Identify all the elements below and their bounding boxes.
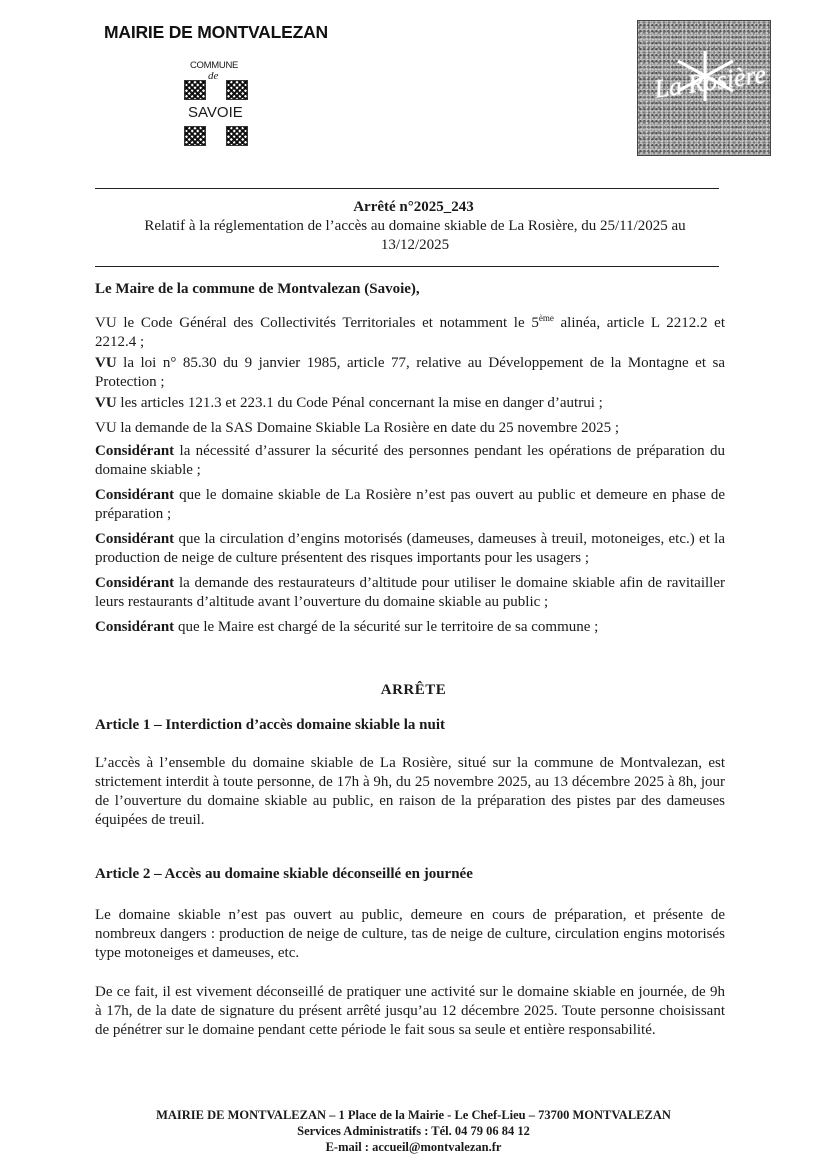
- article1-heading: Article 1 – Interdiction d’accès domaine skiable la nuit: [95, 717, 445, 733]
- considerant-paragraph: [95, 486, 725, 524]
- vu-paragraph: [95, 354, 725, 392]
- considerant-text: que la circulation d’engins motorisés (dameuses, dameuses à treuil, motoneiges, etc.) et la production de neige de culture présentent des risques importants pour les usagers ;: [95, 531, 725, 566]
- vu-block: [95, 314, 725, 637]
- considerant-lead: Considérant: [95, 619, 175, 635]
- crest-square-icon: [226, 126, 248, 146]
- considerant-paragraph: [95, 530, 725, 568]
- considerant-lead: Considérant: [95, 575, 175, 591]
- article2-paragraph-2: De ce fait, il est vivement déconseillé de pratiquer une activité sur le domaine skiable en journée, de 9h à 17h, de la date de signature du présent arrêté jusqu’au 12 décembre 2025. Toute personne choisissant de pénétrer sur le domaine pendant cette période le fait sous sa seule et entière responsabilité.: [95, 984, 725, 1038]
- footer-phone: Services Administratifs : Tél. 04 79 06 84 12: [297, 1124, 530, 1138]
- mairie-heading: MAIRIE DE MONTVALEZAN: [104, 22, 328, 42]
- vu-lead: VU: [95, 355, 117, 371]
- considerant-paragraph: [95, 574, 725, 612]
- considerant-lead: Considérant: [95, 487, 175, 503]
- footer-email: E-mail : accueil@montvalezan.fr: [325, 1140, 502, 1154]
- top-divider: [95, 188, 719, 189]
- vu-lead: VU: [95, 315, 117, 331]
- crest-square-icon: [226, 80, 248, 100]
- arrete-subtitle: Relatif à la réglementation de l’accès au domaine skiable de La Rosière, du 25/11/2025 au 13/12/2025: [144, 218, 686, 253]
- vu-sup: ème: [538, 313, 554, 323]
- vu-lead: VU: [95, 395, 117, 411]
- crest-de-text: de: [208, 70, 219, 82]
- article1-text: L’accès à l’ensemble du domaine skiable de La Rosière, situé sur la commune de Montvalezan, est strictement interdit à toute personne, de 17h à 9h, du 25 novembre 2025, au 13 décembre 2025 à 8h, jour de l’ouverture du domaine skiable au public, en raison de la préparation des pistes par des dameuses équipées de treuil.: [95, 755, 725, 828]
- arrete-title: Arrêté n°2025_243: [353, 199, 474, 215]
- crest-square-icon: [184, 80, 206, 100]
- arrete-heading: ARRÊTE: [380, 682, 447, 698]
- vu-text: alinéa, article L 2212.2 et 2212.4 ;: [95, 315, 726, 350]
- considerant-text: la demande des restaurateurs d’altitude pour utiliser le domaine skiable afin de ravitailler leurs restaurants d’altitude avant l’ouverture du domaine skiable au public ;: [95, 575, 725, 610]
- considerant-lead: Considérant: [95, 531, 175, 547]
- maire-line: Le Maire de la commune de Montvalezan (Savoie),: [95, 281, 420, 297]
- la-rosiere-logo: [637, 20, 771, 156]
- footer: [0, 1107, 827, 1155]
- considerant-text: que le domaine skiable de La Rosière n’est pas ouvert au public et demeure en phase de préparation ;: [95, 487, 725, 522]
- considerant-lead: Considérant: [95, 443, 175, 459]
- vu-lead: VU: [95, 420, 117, 436]
- crest-commune-text: COMMUNE: [190, 60, 239, 71]
- vu-text: la loi n° 85.30 du 9 janvier 1985, article 77, relative au Développement de la Montagne et sa Protection ;: [95, 355, 725, 390]
- crest-savoie-text: SAVOIE: [188, 104, 243, 121]
- title-divider: [95, 266, 719, 267]
- vu-paragraph: [95, 314, 725, 352]
- logo-text: La Rosière: [652, 59, 768, 104]
- vu-text: la demande de la SAS Domaine Skiable La Rosière en date du 25 novembre 2025 ;: [116, 420, 620, 436]
- footer-address: MAIRIE DE MONTVALEZAN – 1 Place de la Mairie - Le Chef-Lieu – 73700 MONTVALEZAN: [156, 1108, 671, 1122]
- vu-paragraph: [95, 394, 725, 413]
- article2-heading: Article 2 – Accès au domaine skiable déconseillé en journée: [95, 866, 473, 882]
- considerant-paragraph: [95, 442, 725, 480]
- crest-square-icon: [184, 126, 206, 146]
- vu-paragraph: [95, 419, 725, 438]
- savoie-crest-logo: [180, 58, 252, 150]
- vu-text: le Code Général des Collectivités Territoriales et notamment le 5: [116, 315, 539, 331]
- considerant-paragraph: [95, 618, 725, 637]
- vu-text: les articles 121.3 et 223.1 du Code Pénal concernant la mise en danger d’autrui ;: [116, 395, 603, 411]
- considerant-text: que le Maire est chargé de la sécurité sur le territoire de sa commune ;: [174, 619, 599, 635]
- considerant-text: la nécessité d’assurer la sécurité des personnes pendant les opérations de préparation du domaine skiable ;: [95, 443, 725, 478]
- article2-paragraph-1: Le domaine skiable n’est pas ouvert au public, demeure en cours de préparation, et présente de nombreux dangers : production de neige de culture, tas de neige de culture, circulation engins motorisés type motoneiges et dameuses, etc.: [95, 907, 725, 961]
